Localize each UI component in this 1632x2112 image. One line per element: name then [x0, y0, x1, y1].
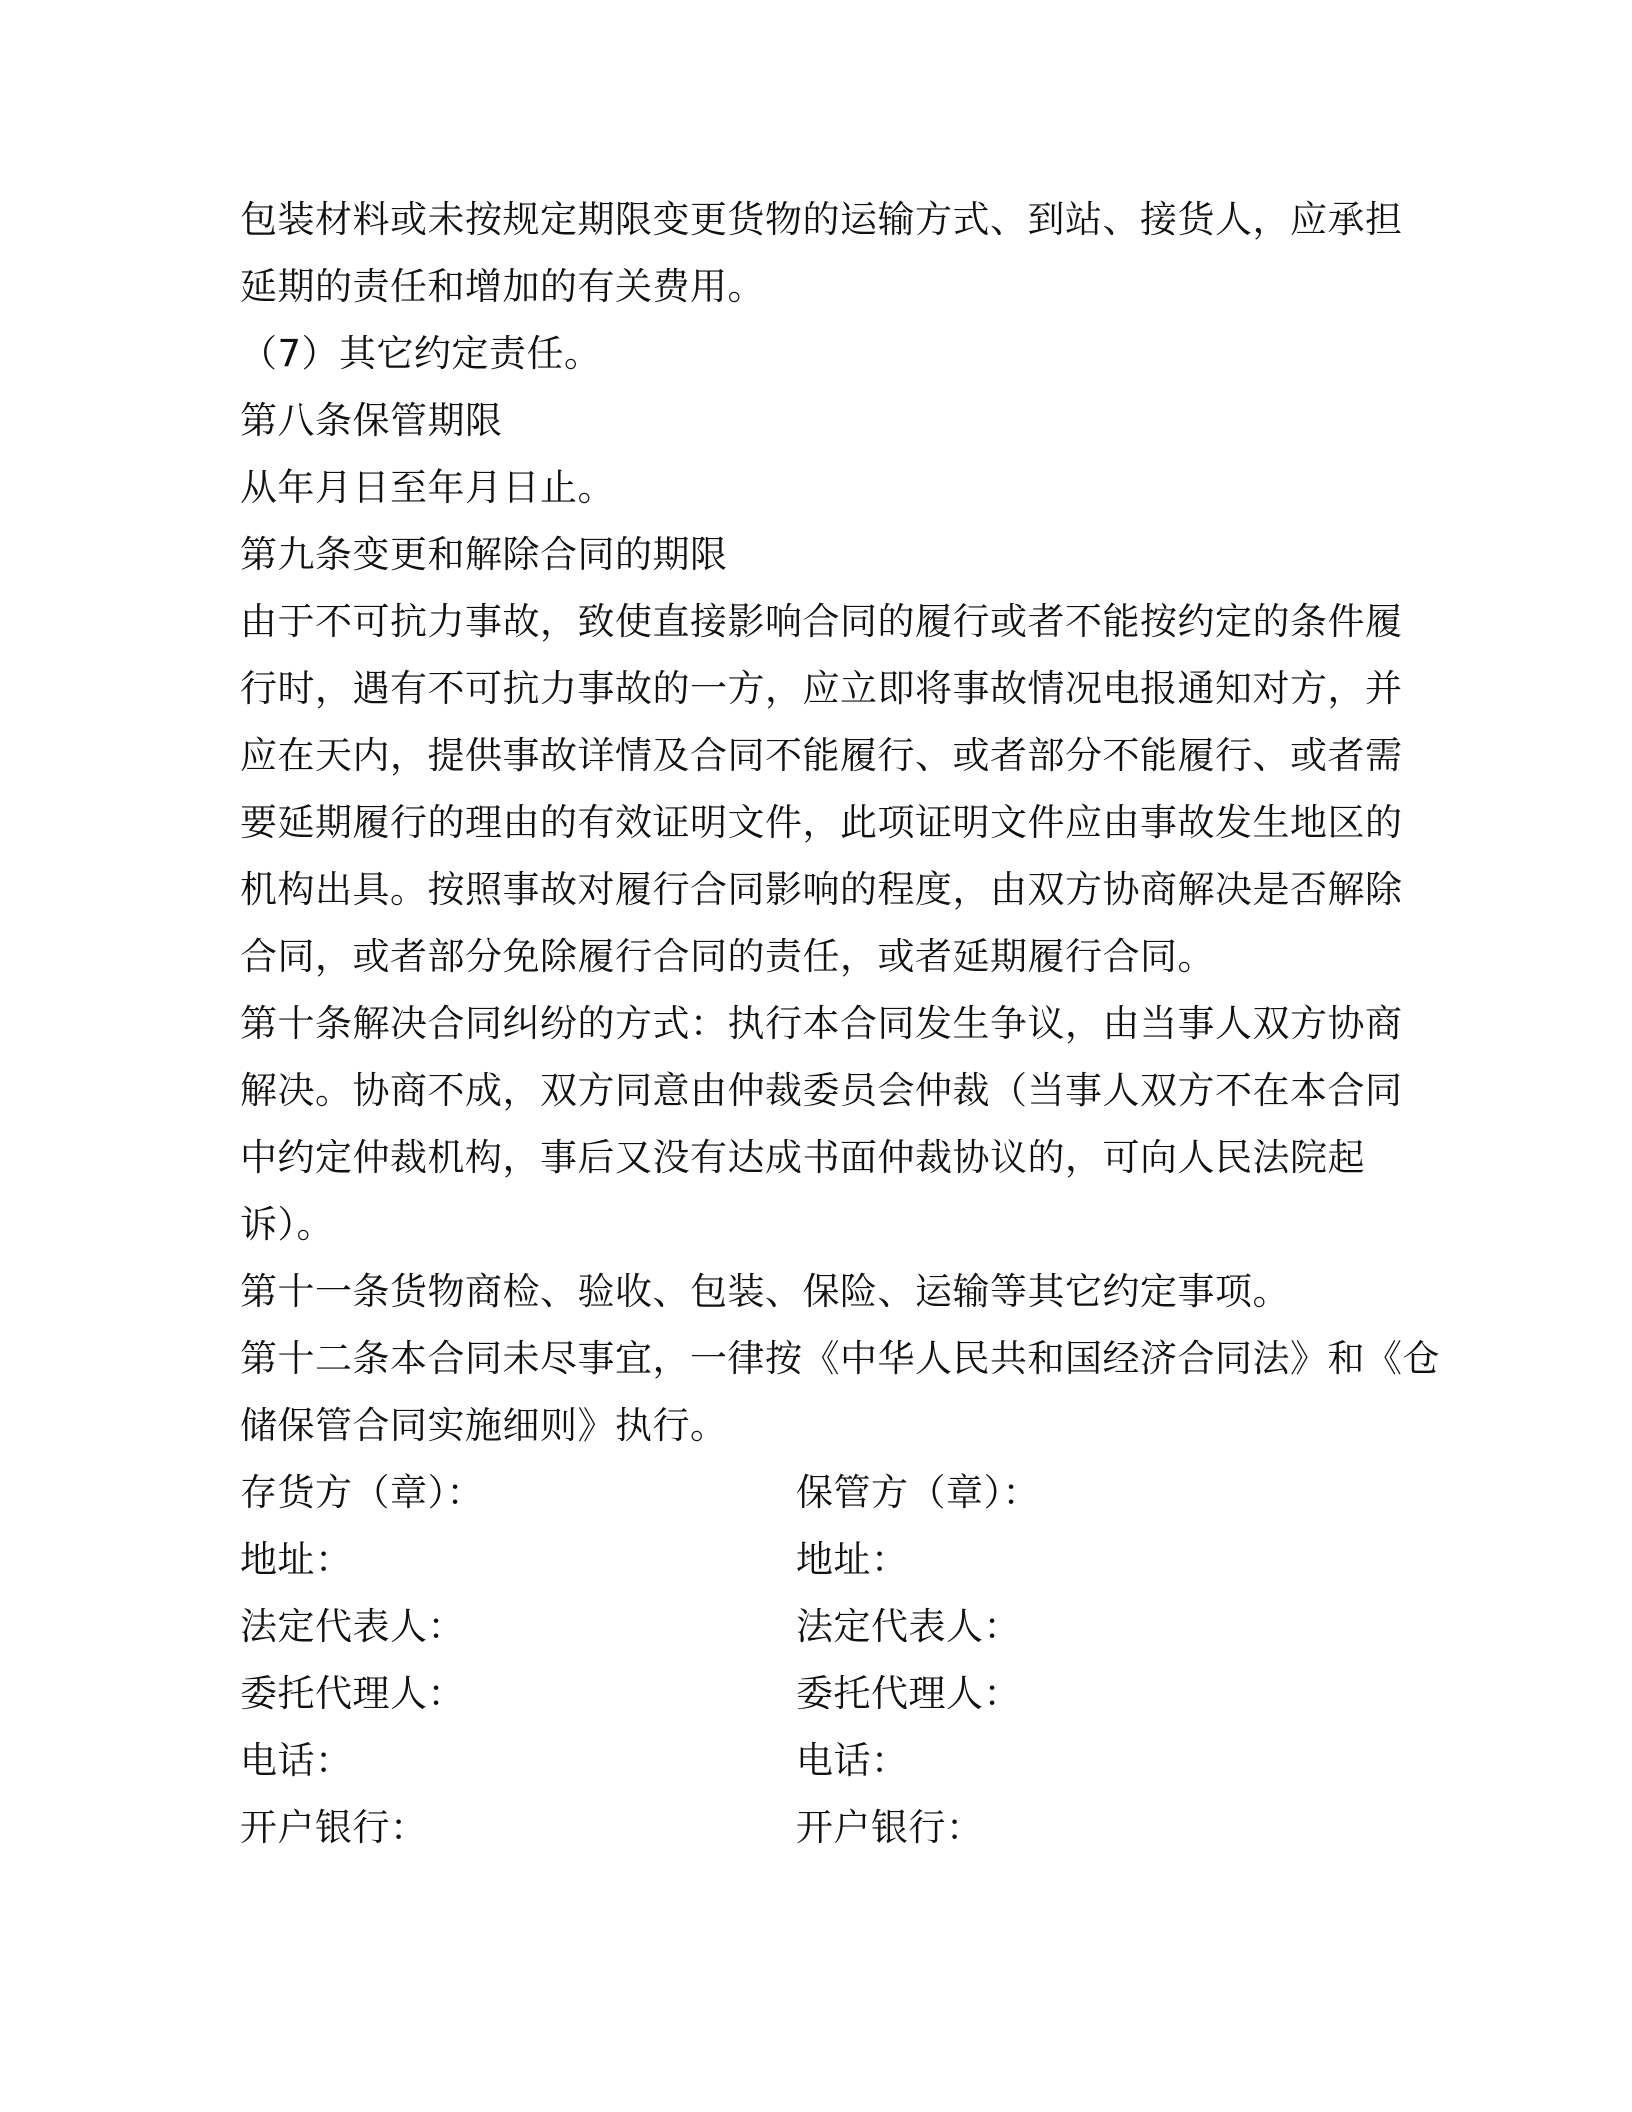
- paragraph-line: 应在天内，提供事故详情及合同不能履行、或者部分不能履行、或者需: [240, 734, 1403, 777]
- signature-row-phone: [240, 1727, 1390, 1794]
- custodian-agent-label: 委托代理人：: [796, 1672, 1021, 1715]
- custodian-address-label: 地址：: [796, 1538, 909, 1581]
- paragraph-line: 第十条解决合同纠纷的方式：执行本合同发生争议，由当事人双方协商: [240, 1002, 1403, 1045]
- paragraph-line: 行时，遇有不可抗力事故的一方，应立即将事故情况电报通知对方，并: [240, 667, 1403, 710]
- paragraph-line: 由于不可抗力事故，致使直接影响合同的履行或者不能按约定的条件履: [240, 600, 1403, 643]
- depositor-bank-label: 开户银行：: [240, 1806, 428, 1849]
- paragraph-line: 包装材料或未按规定期限变更货物的运输方式、到站、接货人，应承担: [240, 198, 1403, 241]
- clause-item: （7）其它约定责任。: [240, 332, 602, 375]
- custodian-legal-rep-label: 法定代表人：: [796, 1605, 1021, 1648]
- paragraph-line: 从年月日至年月日止。: [240, 466, 615, 509]
- paragraph-line: 合同，或者部分免除履行合同的责任，或者延期履行合同。: [240, 935, 1215, 978]
- paragraph-line: 延期的责任和增加的有关费用。: [240, 265, 765, 308]
- paragraph-line: 解决。协商不成，双方同意由仲裁委员会仲裁（当事人双方不在本合同: [240, 1069, 1403, 1112]
- paragraph-line: 储保管合同实施细则》执行。: [240, 1404, 728, 1447]
- signature-row-address: [240, 1526, 1390, 1593]
- depositor-phone-label: 电话：: [240, 1739, 353, 1782]
- depositor-party-label: 存货方（章）：: [240, 1471, 484, 1514]
- depositor-legal-rep-label: 法定代表人：: [240, 1605, 465, 1648]
- article-heading: 第八条保管期限: [240, 399, 503, 442]
- paragraph-line: 机构出具。按照事故对履行合同影响的程度，由双方协商解决是否解除: [240, 868, 1403, 911]
- paragraph-line: 第十二条本合同未尽事宜，一律按《中华人民共和国经济合同法》和《仓: [240, 1337, 1440, 1380]
- signature-row-legal-rep: [240, 1593, 1390, 1660]
- signature-block: [240, 1459, 1390, 1861]
- document-body: [240, 186, 1440, 1861]
- paragraph-line: 要延期履行的理由的有效证明文件，此项证明文件应由事故发生地区的: [240, 801, 1403, 844]
- custodian-bank-label: 开户银行：: [796, 1806, 984, 1849]
- depositor-address-label: 地址：: [240, 1538, 353, 1581]
- article-heading: 第九条变更和解除合同的期限: [240, 533, 728, 576]
- paragraph-line: 诉）。: [240, 1203, 334, 1246]
- signature-row-agent: [240, 1660, 1390, 1727]
- depositor-agent-label: 委托代理人：: [240, 1672, 465, 1715]
- signature-row-party: [240, 1459, 1390, 1526]
- signature-row-bank: [240, 1794, 1390, 1861]
- paragraph-line: 中约定仲裁机构，事后又没有达成书面仲裁协议的，可向人民法院起: [240, 1136, 1365, 1179]
- custodian-party-label: 保管方（章）：: [796, 1471, 1040, 1514]
- paragraph-line: 第十一条货物商检、验收、包装、保险、运输等其它约定事项。: [240, 1270, 1290, 1313]
- custodian-phone-label: 电话：: [796, 1739, 909, 1782]
